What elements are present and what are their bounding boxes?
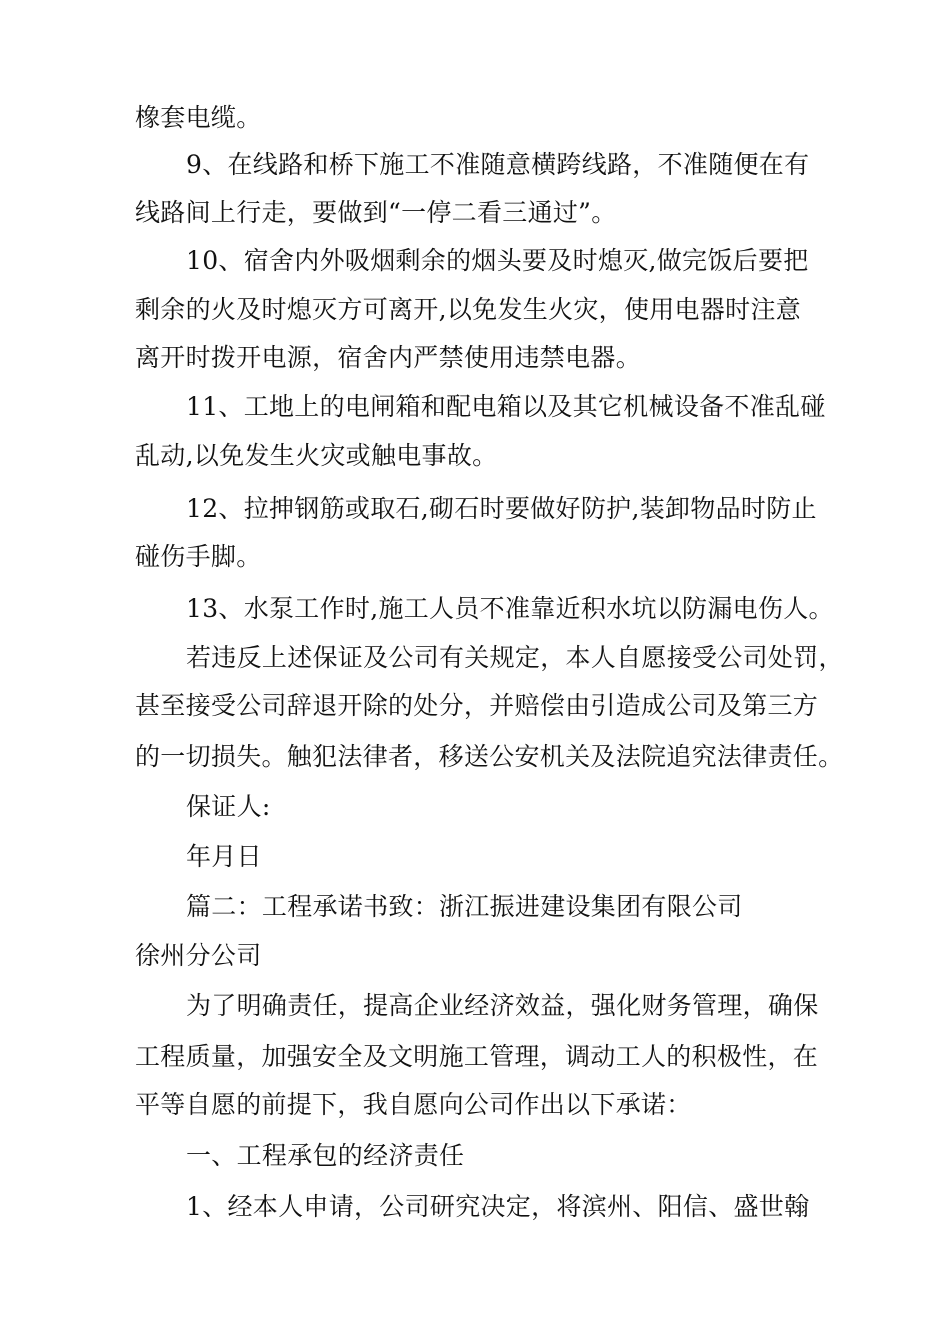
text-line: 9、在线路和桥下施工不准随意横跨线路，不准随便在有: [186, 150, 810, 179]
signature-label: 保证人:: [186, 792, 271, 821]
text-line: 1、经本人申请，公司研究决定，将滨州、阳信、盛世翰: [186, 1192, 810, 1221]
date-label: 年月日: [186, 842, 262, 871]
text-line: 13、水泵工作时,施工人员不准靠近积水坑以防漏电伤人。: [186, 594, 834, 623]
text-line: 为了明确责任，提高企业经济效益，强化财务管理，确保: [186, 991, 819, 1020]
section-heading: 篇二：工程承诺书致：浙江振进建设集团有限公司: [186, 892, 743, 921]
text-line: 线路间上行走，要做到“一停二看三通过”。: [135, 198, 617, 227]
text-line: 平等自愿的前提下，我自愿向公司作出以下承诺：: [135, 1090, 692, 1119]
text-line: 橡套电缆。: [135, 103, 262, 132]
text-line: 工程质量，加强安全及文明施工管理，调动工人的积极性，在: [135, 1042, 819, 1071]
text-line: 若违反上述保证及公司有关规定，本人自愿接受公司处罚，: [186, 643, 844, 672]
subsection-heading: 一、工程承包的经济责任: [186, 1141, 465, 1170]
text-line: 乱动,以免发生火灾或触电事故。: [135, 441, 498, 470]
text-line: 离开时拨开电源，宿舍内严禁使用违禁电器。: [135, 343, 642, 372]
text-line: 的一切损失。触犯法律者，移送公安机关及法院追究法律责任。: [135, 742, 844, 771]
text-line: 11、工地上的电闸箱和配电箱以及其它机械设备不准乱碰: [186, 392, 826, 421]
text-line: 碰伤手脚。: [135, 542, 262, 571]
text-line: 剩余的火及时熄灭方可离开,以免发生火灾，使用电器时注意: [135, 295, 802, 324]
text-line: 甚至接受公司辞退开除的处分，并赔偿由引造成公司及第三方: [135, 691, 819, 720]
text-line: 徐州分公司: [135, 941, 262, 970]
text-line: 10、宿舍内外吸烟剩余的烟头要及时熄灭,做完饭后要把: [186, 246, 809, 275]
text-line: 12、拉抻钢筋或取石,砌石时要做好防护,装卸物品时防止: [186, 494, 817, 523]
